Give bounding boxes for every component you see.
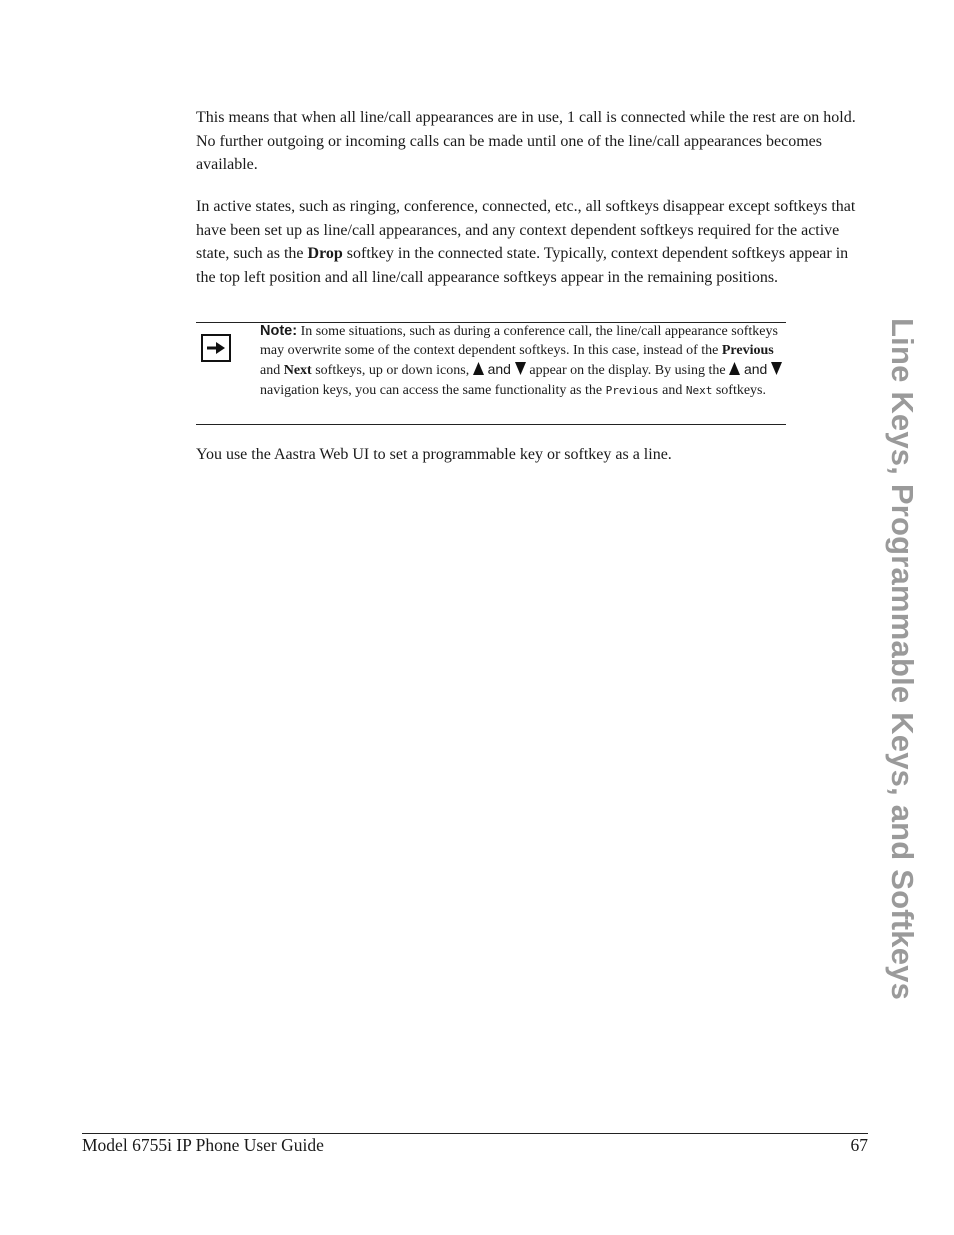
note-and-1: and (483, 361, 515, 378)
p2-text-2: softkey in the connected state. Typically, context dependent softkeys appear in the top left position and all line/call appearance softkeys appear in the remaining positions. (196, 245, 849, 286)
note-body (260, 322, 786, 401)
note-bottom-divider (196, 424, 786, 425)
previous-label: Previous (721, 342, 774, 358)
active-states-paragraph (196, 195, 868, 289)
chapter-side-title: Line Keys, Programmable Keys, and Softkeys (885, 318, 920, 1001)
right-arrow-icon (201, 334, 231, 362)
lcd-previous-label: Previous (605, 384, 659, 398)
note-text-4: appear on the display. By using the (525, 363, 730, 379)
intro-paragraph: This means that when all line/call appearances are in use, 1 call is connected while the rest are on hold. No further outgoing or incoming calls can be made until one of the line/call appearances becomes available. (196, 109, 856, 173)
note-label: Note: (260, 323, 298, 339)
note-text-7: softkeys. (712, 383, 766, 399)
note-and-2: and (740, 361, 772, 378)
web-ui-paragraph: You use the Aastra Web UI to set a programmable key or softkey as a line. (196, 446, 672, 463)
next-label: Next (283, 363, 312, 379)
note-text-3: softkeys, up or down icons, (311, 363, 473, 379)
note-text-2: and (260, 363, 284, 379)
note-text-6: and (658, 383, 686, 399)
footer-guide-title: Model 6755i IP Phone User Guide (82, 1135, 324, 1155)
drop-softkey-label: Drop (307, 245, 343, 262)
p2-text-1: In active states, such as ringing, conference, connected, etc., all softkeys disappear except softkeys that have been set up as line/call appearances, and any context dependent softkeys required for the active state, such as the (196, 198, 856, 262)
note-text-5: navigation keys, you can access the same functionality as the (260, 383, 606, 399)
up-triangle-icon (473, 362, 484, 382)
down-nav-key-icon (771, 362, 782, 382)
footer-page-number: 67 (850, 1135, 868, 1155)
note-text-1: In some situations, such as during a conference call, the line/call appearance softkeys may overwrite some of the context dependent softkeys. In this case, instead of the (260, 324, 778, 358)
down-triangle-icon (515, 362, 526, 382)
up-nav-key-icon (729, 362, 740, 382)
lcd-next-label: Next (685, 384, 713, 398)
